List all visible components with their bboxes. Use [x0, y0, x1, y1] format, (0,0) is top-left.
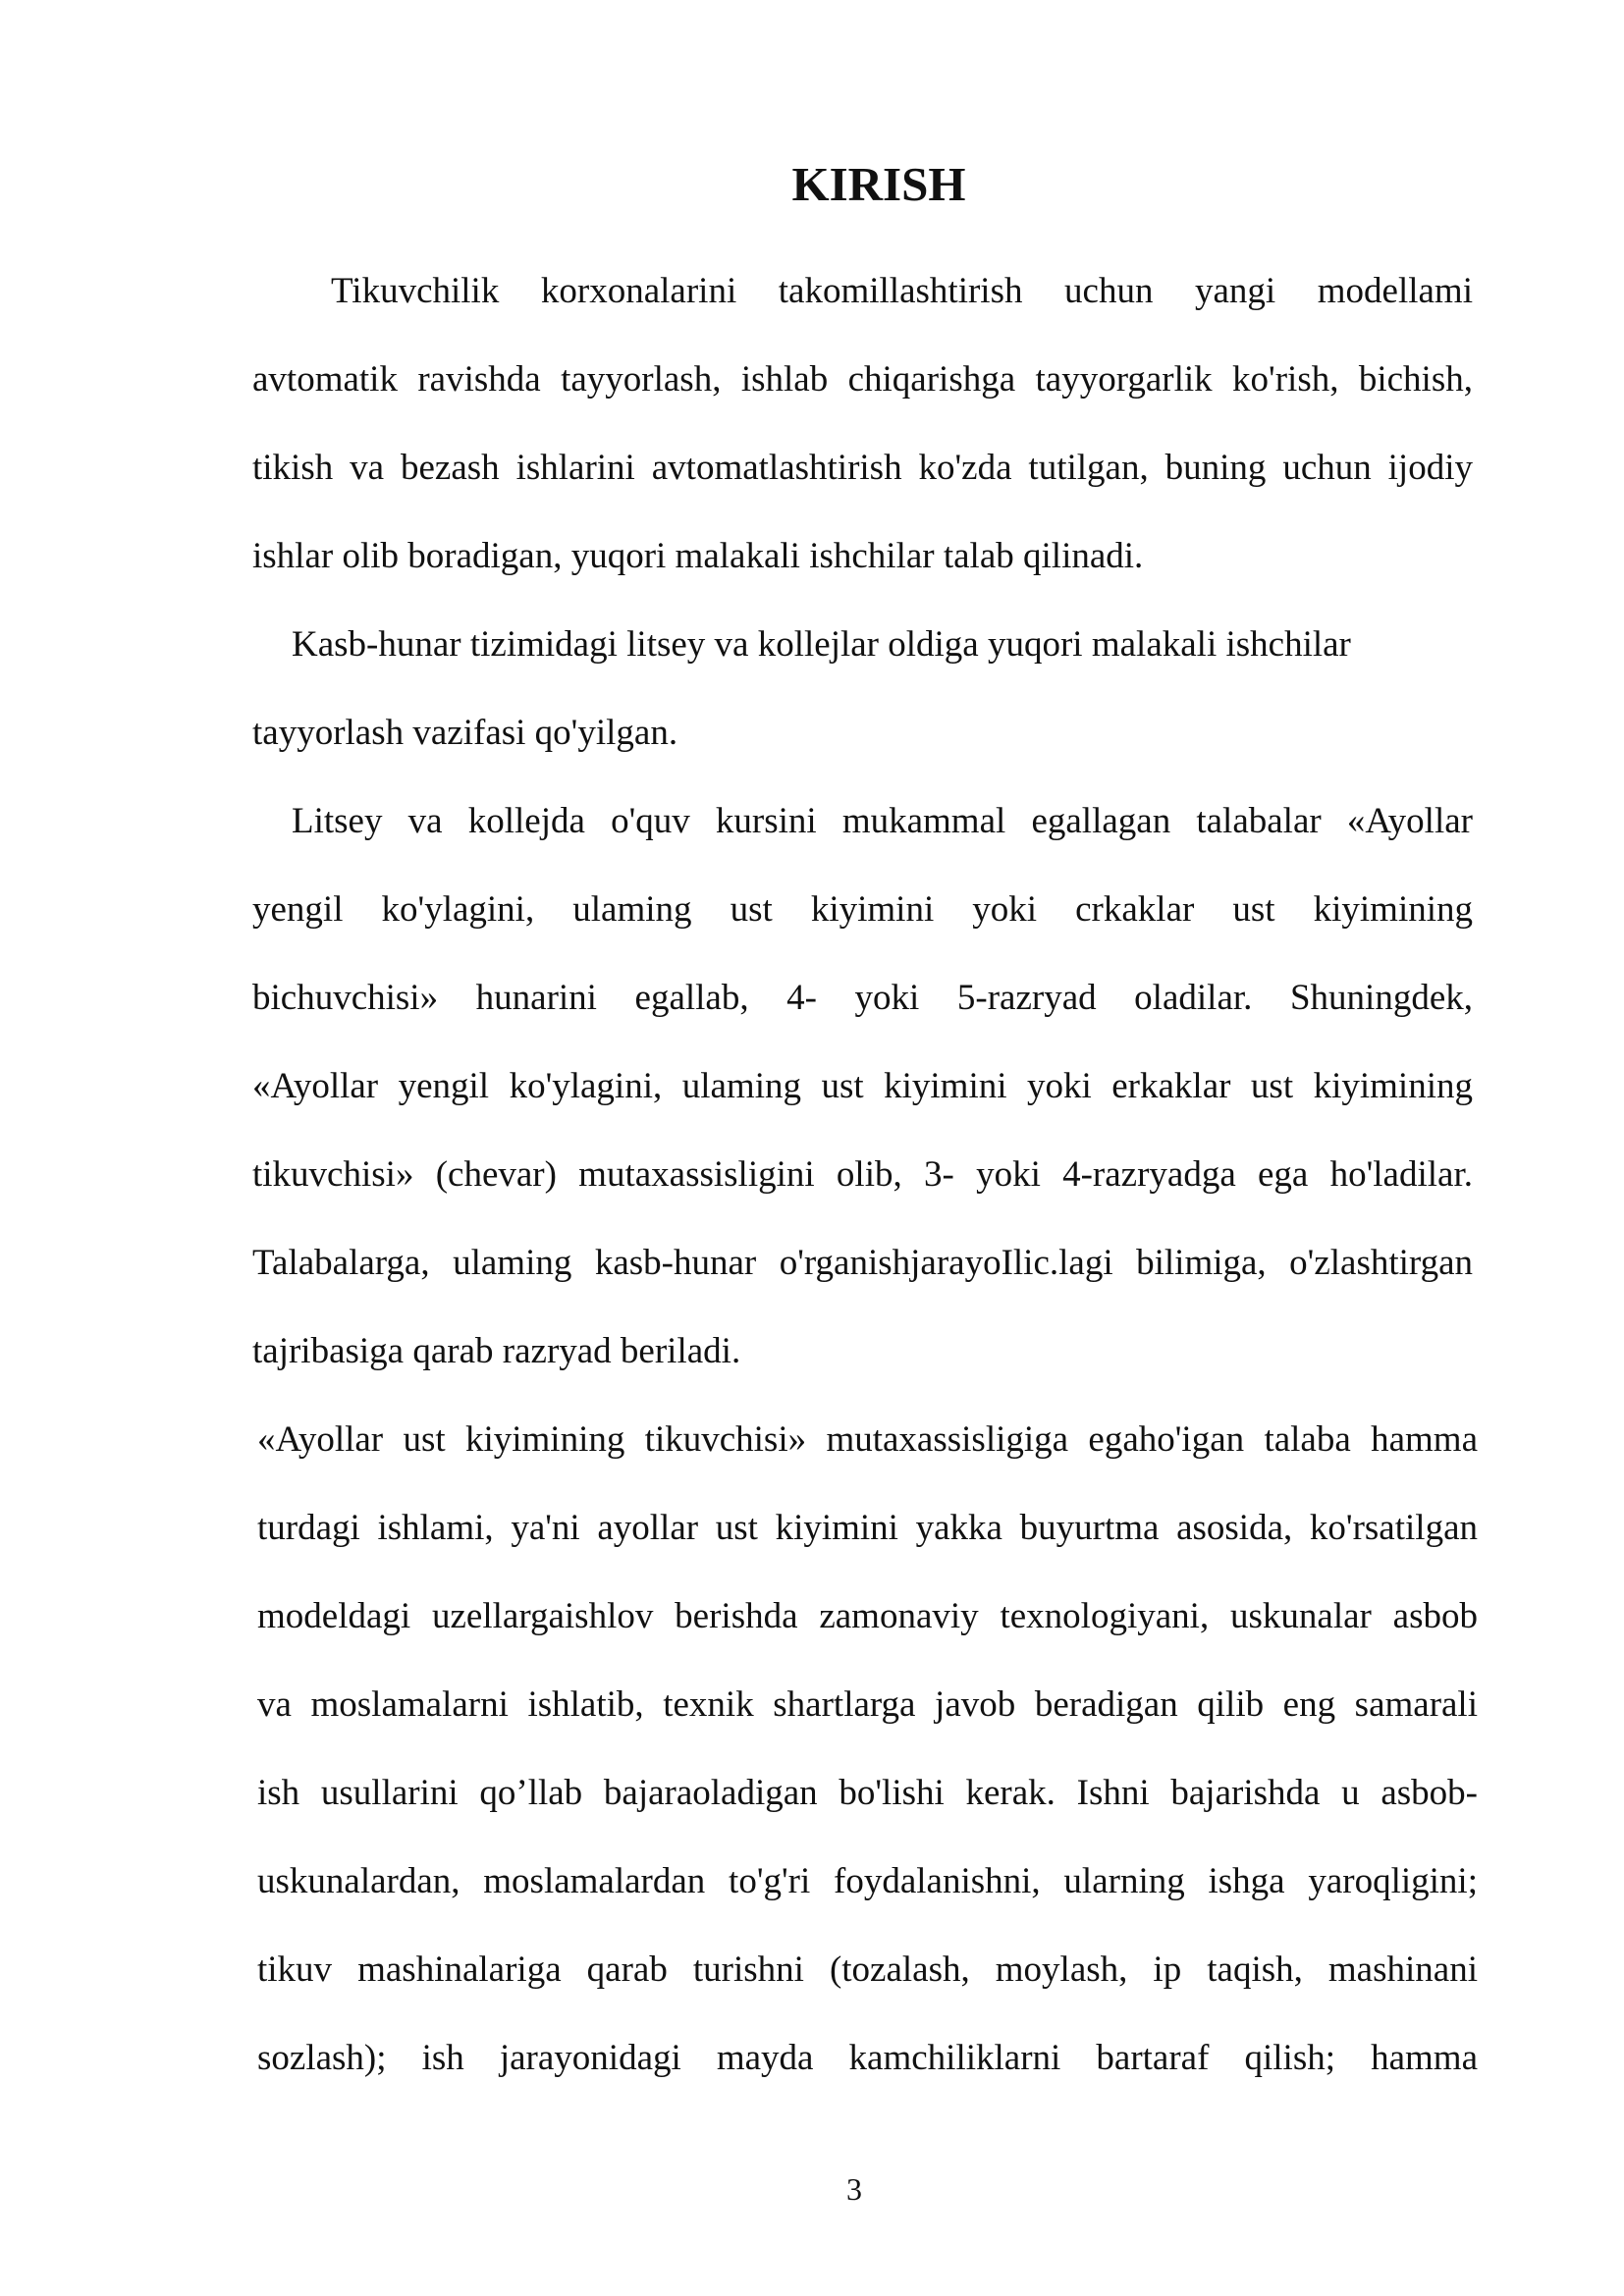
paragraph-line: Kasb-hunar tizimidagi litsey va kollejlar oldiga yuqori malakali ishchilar	[292, 624, 1351, 665]
paragraph-line: Talabalarga, ulaming kasb-hunar o'rganishjarayoIlic.lagi bilimiga, o'zlashtirgan	[252, 1243, 1473, 1283]
paragraph-line: «Ayollar yengil ko'ylagini, ulaming ust kiyimini yoki erkaklar ust kiyimining	[252, 1066, 1473, 1106]
paragraph-line: ish usullarini qo’llab bajaraoladigan bo'lishi kerak. Ishni bajarishda u asbob-	[257, 1773, 1478, 1813]
paragraph-line: Tikuvchilik korxonalarini takomillashtirish uchun yangi modellami	[331, 271, 1473, 311]
paragraph-line: uskunalardan, moslamalardan to'g'ri foydalanishni, ularning ishga yaroqligini;	[257, 1861, 1478, 1901]
paragraph-line: avtomatik ravishda tayyorlash, ishlab chiqarishga tayyorgarlik ko'rish, bichish,	[252, 359, 1473, 400]
paragraph-line: tikuv mashinalariga qarab turishni (tozalash, moylash, ip taqish, mashinani	[257, 1949, 1478, 1990]
paragraph-line: modeldagi uzellargaishlov berishda zamonaviy texnologiyani, uskunalar asbob	[257, 1596, 1478, 1636]
page-number: 3	[846, 2171, 862, 2207]
paragraph-3	[252, 777, 1473, 1396]
paragraph-line: sozlash); ish jarayonidagi mayda kamchiliklarni bartaraf qilish; hamma	[257, 2038, 1478, 2078]
paragraph-line: tikish va bezash ishlarini avtomatlashtirish ko'zda tutilgan, buning uchun ijodiy	[252, 448, 1473, 488]
paragraph-1	[252, 247, 1473, 601]
paragraph-4	[257, 1396, 1478, 2103]
paragraph-line: yengil ko'ylagini, ulaming ust kiyimini yoki crkaklar ust kiyimining	[252, 889, 1473, 930]
paragraph-line: turdagi ishlami, ya'ni ayollar ust kiyimini yakka buyurtma asosida, ko'rsatilgan	[257, 1508, 1478, 1548]
paragraph-line: va moslamalarni ishlatib, texnik shartlarga javob beradigan qilib eng samarali	[257, 1684, 1478, 1725]
paragraph-line: «Ayollar ust kiyimining tikuvchisi» mutaxassisligiga egaho'igan talaba hamma	[257, 1419, 1478, 1460]
paragraph-2	[252, 601, 1473, 777]
paragraph-line: tayyorlash vazifasi qo'yilgan.	[252, 713, 678, 753]
paragraph-line: tikuvchisi» (chevar) mutaxassisligini olib, 3- yoki 4-razryadga ega ho'ladilar.	[252, 1154, 1473, 1195]
paragraph-line: Litsey va kollejda o'quv kursini mukammal egallagan talabalar «Ayollar	[292, 801, 1473, 841]
paragraph-line: ishlar olib boradigan, yuqori malakali ishchilar talab qilinadi.	[252, 536, 1144, 576]
page-title: KIRISH	[791, 157, 966, 211]
paragraph-line: bichuvchisi» hunarini egallab, 4- yoki 5-razryad oladilar. Shuningdek,	[252, 978, 1473, 1018]
paragraph-line: tajribasiga qarab razryad beriladi.	[252, 1331, 741, 1371]
